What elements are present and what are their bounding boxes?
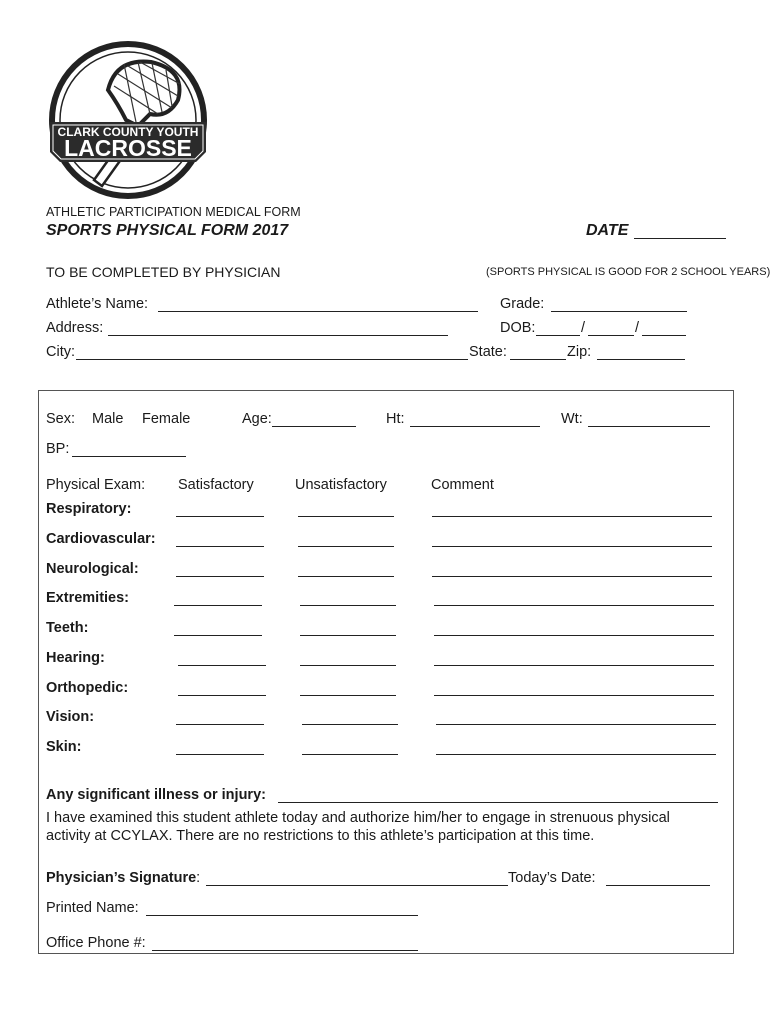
cardiovascular-satisfactory-field[interactable] — [176, 546, 264, 547]
printed-name-label: Printed Name: — [46, 900, 139, 916]
unsatisfactory-header: Unsatisfactory — [295, 477, 387, 493]
todays-date-field[interactable] — [606, 885, 710, 886]
extremities-unsatisfactory-field[interactable] — [300, 605, 396, 606]
weight-field[interactable] — [588, 426, 710, 427]
zip-label: Zip: — [567, 344, 592, 360]
physician-signature-field[interactable] — [206, 885, 508, 886]
date-label: DATE — [586, 222, 629, 239]
state-label: State: — [469, 344, 507, 360]
office-phone-field[interactable] — [152, 950, 418, 951]
teeth-unsatisfactory-field[interactable] — [300, 635, 396, 636]
hearing-comment-field[interactable] — [434, 665, 714, 666]
cardiovascular-unsatisfactory-field[interactable] — [298, 546, 394, 547]
office-phone-label: Office Phone #: — [46, 935, 146, 951]
exam-row-hearing: Hearing: — [46, 650, 105, 666]
age-label: Age: — [242, 411, 272, 427]
exam-row-respiratory: Respiratory: — [46, 501, 132, 517]
vision-comment-field[interactable] — [436, 724, 716, 725]
dob-day-field[interactable] — [588, 335, 634, 336]
clark-county-lacrosse-logo — [46, 40, 212, 200]
exam-row-skin: Skin: — [46, 739, 82, 755]
address-field[interactable] — [108, 335, 448, 336]
sex-male-option[interactable]: Male — [92, 411, 124, 427]
extremities-satisfactory-field[interactable] — [174, 605, 262, 606]
todays-date-label: Today’s Date: — [508, 870, 596, 886]
grade-label: Grade: — [500, 296, 545, 312]
physician-signature-label: Physician’s Signature: — [46, 870, 201, 886]
skin-unsatisfactory-field[interactable] — [302, 754, 398, 755]
form-title: SPORTS PHYSICAL FORM 2017 — [46, 222, 289, 239]
state-field[interactable] — [510, 359, 566, 360]
height-label: Ht: — [386, 411, 405, 427]
vision-unsatisfactory-field[interactable] — [302, 724, 398, 725]
logo-line1: CLARK COUNTY YOUTH — [57, 125, 199, 139]
age-field[interactable] — [272, 426, 356, 427]
sex-label: Sex: — [46, 411, 76, 427]
skin-comment-field[interactable] — [436, 754, 716, 755]
comment-header: Comment — [431, 477, 494, 493]
bp-field[interactable] — [72, 456, 186, 457]
exam-row-teeth: Teeth: — [46, 620, 89, 636]
printed-name-field[interactable] — [146, 915, 418, 916]
athlete-name-field[interactable] — [158, 311, 478, 312]
vision-satisfactory-field[interactable] — [176, 724, 264, 725]
respiratory-satisfactory-field[interactable] — [176, 516, 264, 517]
exam-row-cardiovascular: Cardiovascular: — [46, 531, 156, 547]
city-label: City: — [46, 344, 75, 360]
orthopedic-unsatisfactory-field[interactable] — [300, 695, 396, 696]
exam-row-neurological: Neurological: — [46, 561, 139, 577]
teeth-satisfactory-field[interactable] — [174, 635, 262, 636]
statement-line-2: activity at CCYLAX. There are no restrictions to this athlete’s participation at this time. — [46, 828, 595, 844]
exam-row-extremities: Extremities: — [46, 590, 130, 606]
neurological-comment-field[interactable] — [432, 576, 712, 577]
city-field[interactable] — [76, 359, 468, 360]
hearing-satisfactory-field[interactable] — [178, 665, 266, 666]
neurological-satisfactory-field[interactable] — [176, 576, 264, 577]
extremities-comment-field[interactable] — [434, 605, 714, 606]
zip-field[interactable] — [597, 359, 685, 360]
illness-injury-label: Any significant illness or injury: — [46, 787, 266, 803]
validity-note: (SPORTS PHYSICAL IS GOOD FOR 2 SCHOOL YEARS) — [486, 266, 770, 278]
teeth-comment-field[interactable] — [434, 635, 714, 636]
skin-satisfactory-field[interactable] — [176, 754, 264, 755]
weight-label: Wt: — [561, 411, 583, 427]
exam-row-orthopedic: Orthopedic: — [46, 680, 129, 696]
logo-line2: LACROSSE — [64, 135, 192, 161]
dob-sep-2: / — [635, 320, 640, 336]
athlete-name-label: Athlete’s Name: — [46, 296, 149, 312]
height-field[interactable] — [410, 426, 540, 427]
hearing-unsatisfactory-field[interactable] — [300, 665, 396, 666]
cardiovascular-comment-field[interactable] — [432, 546, 712, 547]
form-name: ATHLETIC PARTICIPATION MEDICAL FORM — [46, 205, 301, 219]
dob-label: DOB: — [500, 320, 536, 336]
dob-sep-1: / — [581, 320, 586, 336]
satisfactory-header: Satisfactory — [178, 477, 254, 493]
physical-exam-header: Physical Exam: — [46, 477, 146, 493]
completed-by-physician: TO BE COMPLETED BY PHYSICIAN — [46, 264, 281, 280]
dob-month-field[interactable] — [536, 335, 580, 336]
exam-row-vision: Vision: — [46, 709, 95, 725]
address-label: Address: — [46, 320, 104, 336]
respiratory-comment-field[interactable] — [432, 516, 712, 517]
grade-field[interactable] — [551, 311, 687, 312]
bp-label: BP: — [46, 441, 70, 457]
neurological-unsatisfactory-field[interactable] — [298, 576, 394, 577]
orthopedic-comment-field[interactable] — [434, 695, 714, 696]
illness-injury-field[interactable] — [278, 802, 718, 803]
statement-line-1: I have examined this student athlete today and authorize him/her to engage in strenuous physical — [46, 810, 670, 826]
respiratory-unsatisfactory-field[interactable] — [298, 516, 394, 517]
dob-year-field[interactable] — [642, 335, 686, 336]
orthopedic-satisfactory-field[interactable] — [178, 695, 266, 696]
date-field[interactable] — [634, 238, 726, 239]
sex-female-option[interactable]: Female — [142, 411, 191, 427]
